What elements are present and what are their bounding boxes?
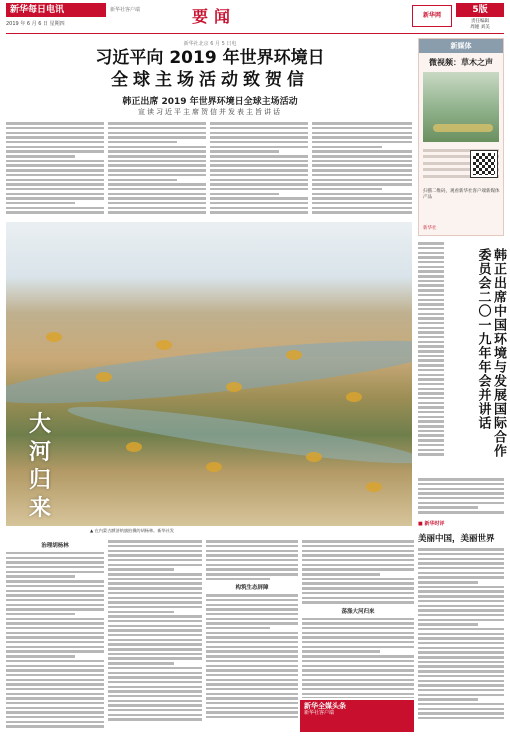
lead-body-column-4: [312, 120, 412, 218]
tree-shape: [286, 350, 302, 360]
sidebar-header: 新媒体: [419, 39, 503, 53]
right-story-body: [418, 240, 444, 472]
feature-body-column-1: [6, 538, 104, 734]
feature-section-heading: 治理胡杨林: [41, 543, 69, 549]
commentary-body: [418, 546, 504, 732]
sidebar-video-title[interactable]: 微视频：草木之声: [429, 57, 493, 67]
app-badge: 新华网: [412, 5, 452, 27]
lead-body-column-3: [210, 120, 308, 218]
newspaper-logo: 新华每日电讯: [6, 3, 106, 17]
promo-text: 新华社客户端: [304, 710, 335, 716]
photo-caption: ▲ 在内蒙古额济纳旗拍摄的胡杨林。新华社发: [90, 528, 175, 533]
right-story-body-continued: [418, 476, 504, 516]
feature-section-heading: 荡涤大河归来: [341, 608, 375, 615]
sidebar-caption: 扫描二维码，观看新华社客户端新媒体产品: [423, 189, 500, 200]
masthead-divider: [6, 33, 504, 34]
tree-shape: [96, 372, 112, 382]
qr-code-icon[interactable]: [471, 151, 497, 177]
lead-subheadline-2: 宣读习近平主席贺信并发表主旨讲话: [138, 108, 282, 116]
tree-shape: [156, 340, 172, 350]
editor-label: 责任编辑: [471, 19, 489, 24]
tree-shape: [46, 332, 62, 342]
feature-body-column-2: [108, 538, 202, 734]
lead-body-column-2: [108, 120, 206, 218]
commentary-label: ■ 新华时评: [418, 521, 445, 527]
lead-headline-line-1[interactable]: 习近平向 2019 年世界环境日: [95, 48, 325, 68]
lead-headline-line-2[interactable]: 全球主场活动致贺信: [111, 70, 309, 90]
section-title: 要闻: [192, 7, 237, 26]
tree-shape: [306, 452, 322, 462]
tree-shape: [226, 382, 242, 392]
page-number: 5版: [456, 3, 504, 17]
feature-label[interactable]: 大河归来: [28, 411, 51, 521]
lead-body-column-1: [6, 120, 104, 218]
issue-date: 2019 年 6 月 6 日 星期四: [6, 21, 65, 27]
editor-names: 周娅 刘美: [470, 25, 490, 30]
promo-title: 新华全媒头条: [304, 702, 346, 710]
tree-shape: [126, 442, 142, 452]
new-media-sidebar: [418, 38, 504, 236]
right-story-headline[interactable]: 韩正出席中国环境与发展国际合作委员会二〇一九年年会并讲话: [475, 248, 506, 458]
promo-banner[interactable]: [300, 700, 414, 732]
editor-credit: [456, 19, 504, 31]
feature-body-column-3: [206, 538, 298, 734]
feature-section-heading: 构筑生态屏障: [235, 585, 269, 592]
commentary-title[interactable]: 美丽中国，美丽世界: [418, 534, 495, 544]
river-shape: [6, 328, 412, 416]
lead-subheadline-1: 韩正出席 2019 年世界环境日全球主场活动: [122, 97, 298, 107]
hero-photo-populus-forest: [6, 222, 412, 526]
feature-body-column-4: [302, 538, 414, 698]
tree-shape: [366, 482, 382, 492]
lead-kicker: 新华社北京 6 月 5 日电: [183, 41, 237, 47]
masthead: [0, 0, 510, 34]
tree-shape: [206, 462, 222, 472]
client-label: 新华社客户端: [110, 7, 141, 13]
sidebar-tag: 新华社: [423, 226, 437, 231]
sidebar-video-thumbnail[interactable]: [423, 72, 499, 142]
tree-shape: [346, 392, 362, 402]
river-shape: [66, 397, 412, 473]
